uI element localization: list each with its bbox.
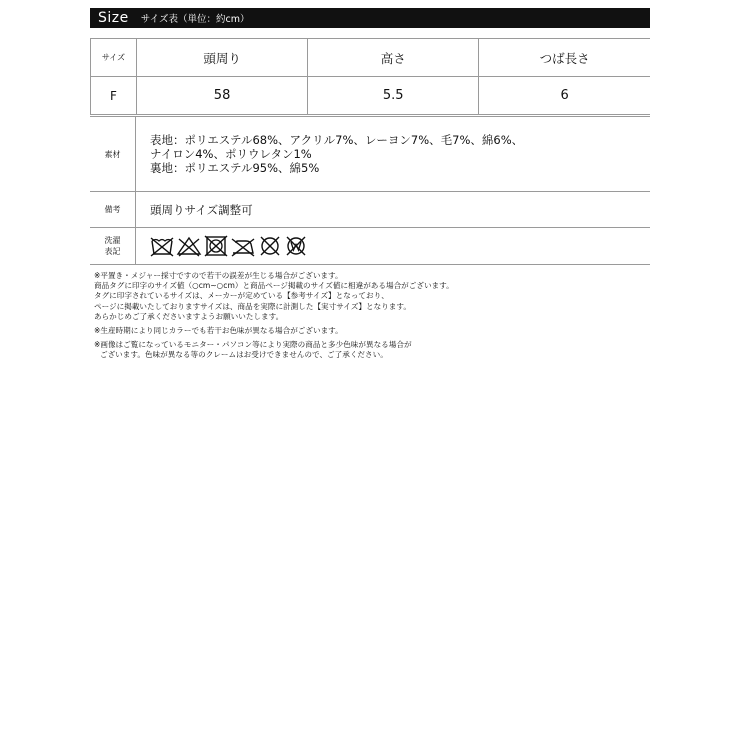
no-bleach-icon — [176, 235, 202, 257]
no-iron-icon — [230, 235, 256, 257]
notes-section — [94, 271, 654, 361]
note-line: ※平置き・メジャー採寸ですので若干の誤差が生じる場合がございます。 — [94, 271, 343, 280]
header-title: Size — [98, 10, 129, 26]
material-line-3: 裏地：ポリエステル95%、綿5% — [150, 161, 320, 175]
remarks-value: 頭周りサイズ調整可 — [136, 192, 651, 228]
note-line: 商品タグに印字のサイズ値（○cm~○cm）と商品ページ掲載のサイズ値に相違がある場合がございます。 — [94, 281, 454, 291]
product-info-table — [90, 116, 650, 265]
no-tumble-dry-icon — [204, 235, 228, 257]
value-brim-length: 6 — [479, 77, 650, 115]
note-line: ページに掲載いたしておりますサイズは、商品を実際に計測した【実寸サイズ】となります。 — [94, 301, 411, 311]
column-brim-length: つば長さ — [479, 39, 650, 77]
note-line: あらかじめご了承くださいますようお願いいたします。 — [94, 311, 284, 321]
washing-label-line-2: 表記 — [104, 247, 121, 256]
washing-label-line-1: 洗濯 — [104, 236, 121, 245]
size-row-label: F — [91, 77, 137, 115]
size-header-bar — [90, 8, 650, 28]
material-line-1: 表地：ポリエステル68%、アクリル7%、レーヨン7%、毛7%、綿6%、 — [150, 133, 524, 147]
note-line: ございます。色味が異なる等のクレームはお受けできませんので、ご了承ください。 — [100, 350, 388, 360]
header-subtitle: サイズ表（単位：約cm） — [140, 14, 250, 25]
material-line-2: ナイロン4%、ポリウレタン1% — [150, 147, 312, 161]
size-table-header-row — [91, 39, 651, 77]
no-wash-icon — [150, 235, 174, 257]
size-table — [90, 38, 650, 115]
remarks-row — [90, 192, 650, 228]
remarks-label: 備考 — [90, 192, 136, 228]
note-line: ※生産時期により同じカラーでも若干お色味が異なる場合がございます。 — [94, 326, 343, 336]
size-label-header: サイズ — [91, 39, 137, 77]
material-row — [90, 117, 650, 192]
washing-row — [90, 228, 650, 265]
no-dry-clean-icon — [258, 235, 282, 257]
note-line: タグに印字されているサイズは、メーカーが定めている【参考サイズ】となっており、 — [94, 291, 389, 301]
washing-label — [90, 228, 136, 265]
no-wet-clean-icon — [284, 235, 308, 257]
note-line: ※画像はご覧になっているモニター・パソコン等により実際の商品と多少色味が異なる場合が — [94, 340, 412, 350]
column-height: 高さ — [308, 39, 479, 77]
material-label: 素材 — [90, 117, 136, 192]
value-height: 5.5 — [308, 77, 479, 115]
care-symbols — [150, 235, 650, 257]
washing-symbols — [136, 228, 651, 265]
material-value — [136, 117, 651, 192]
size-table-row-f — [91, 77, 651, 115]
column-head-circumference: 頭周り — [137, 39, 308, 77]
value-head-circumference: 58 — [137, 77, 308, 115]
